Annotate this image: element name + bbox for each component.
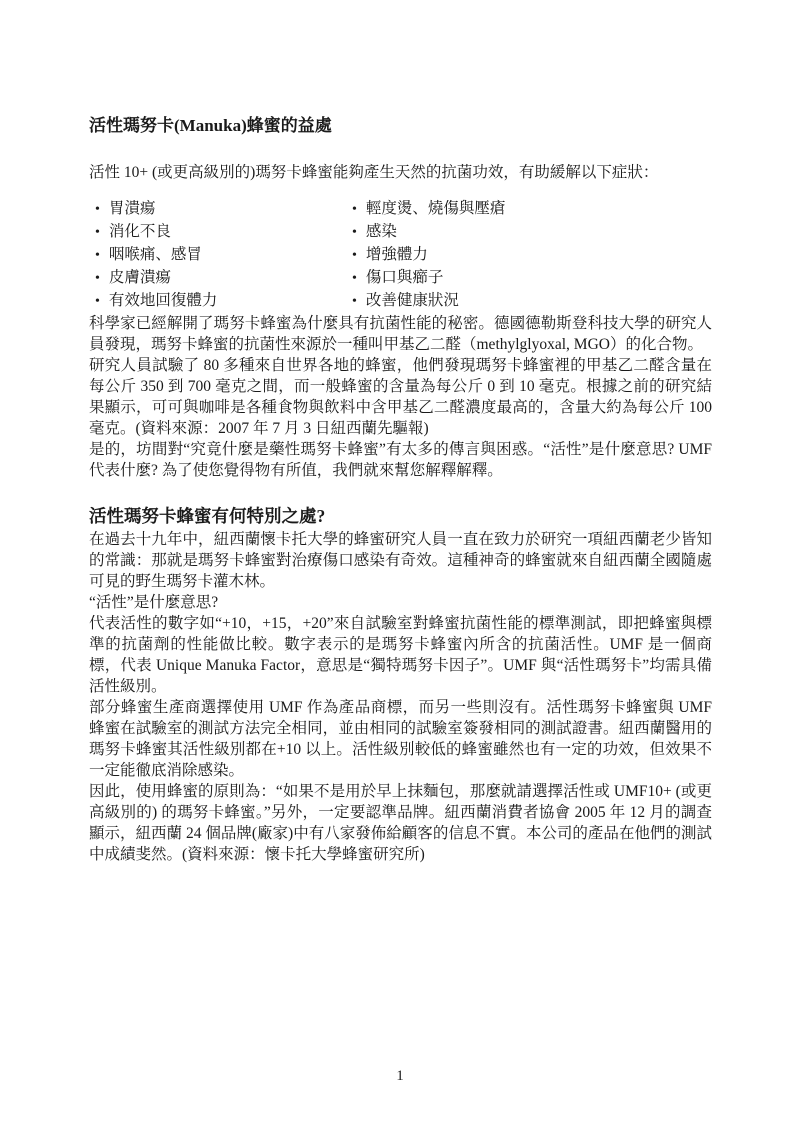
list-item (352, 198, 712, 221)
bullet-icon: • (95, 248, 100, 263)
bullet-icon: • (352, 294, 357, 309)
list-item (95, 198, 346, 221)
benefits-column-left (89, 198, 346, 313)
section-heading: 活性瑪努卡蜂蜜有何特別之處? (89, 506, 326, 526)
list-item (352, 290, 712, 313)
bullet-icon: • (352, 202, 357, 217)
paragraph-science: 科學家已經解開了瑪努卡蜂蜜為什麼具有抗菌性能的秘密。德國德勒斯登科技大學的研究人員發現，瑪努卡蜂蜜的抗菌性來源於一種叫甲基乙二醛（methylglyoxal, MGO）的化合物。 (89, 315, 712, 353)
bullet-icon: • (352, 225, 357, 240)
paragraph-activity: 代表活性的數字如“+10，+15，+20”來自試驗室對蜂蜜抗菌性能的標準測試，即把蜂蜜與標準的抗菌劑的性能做比較。數字表示的是瑪努卡蜂蜜內所含的抗菌活性。UMF 是一個商標，代表 Unique Manuka Factor，意思是“獨特瑪努卡因子”。UMF 與“活性瑪努卡”均需具備活性級別。 (89, 615, 712, 695)
list-item (352, 221, 712, 244)
benefit-label: 皮膚潰瘍 (108, 269, 171, 286)
benefits-list (89, 198, 712, 313)
list-item (95, 221, 346, 244)
benefit-label: 感染 (365, 223, 397, 240)
benefit-label: 有效地回復體力 (108, 292, 218, 309)
list-item (352, 267, 712, 290)
bullet-icon: • (95, 294, 100, 309)
benefit-label: 改善健康狀況 (365, 292, 459, 309)
paragraph-umf: 部分蜂蜜生產商選擇使用 UMF 作為產品商標，而另一些則沒有。活性瑪努卡蜂蜜與 UMF 蜂蜜在試驗室的測試方法完全相同，並由相同的試驗室簽發相同的測試證書。紐西蘭醫用的瑪努卡蜂蜜其活性級別都在+10 以上。活性級別較低的蜂蜜雖然也有一定的功效，但效果不一定能徹底消除感染。 (89, 699, 712, 779)
bullet-icon: • (352, 248, 357, 263)
benefit-label: 咽喉痛、感冒 (108, 246, 202, 263)
bullet-icon: • (95, 202, 100, 217)
bullet-icon: • (352, 271, 357, 286)
benefit-label: 增強體力 (365, 246, 428, 263)
list-item (352, 244, 712, 267)
benefit-label: 傷口與癤子 (365, 269, 444, 286)
list-item (95, 267, 346, 290)
list-item (95, 244, 346, 267)
paragraph-advice: 因此，使用蜂蜜的原則為：“如果不是用於早上抹麵包，那麼就請選擇活性或 UMF10+ (或更高級別的) 的瑪努卡蜂蜜。”另外，一定要認準品牌。紐西蘭消費者協會 2005 年 12 月的調查顯示，紐西蘭 24 個品牌(廠家)中有八家發佈給顧客的信息不實。本公司的產品在他們的測試中成績斐然。(資料來源：懷卡托大學蜂蜜研究所) (89, 783, 712, 863)
list-item (95, 290, 346, 313)
page-title: 活性瑪努卡(Manuka)蜂蜜的益處 (89, 116, 332, 135)
intro-paragraph: 活性 10+ (或更高級別的)瑪努卡蜂蜜能夠產生天然的抗菌功效，有助緩解以下症狀： (89, 164, 659, 181)
paragraph-history: 在過去十九年中，紐西蘭懷卡托大學的蜂蜜研究人員一直在致力於研究一項紐西蘭老少皆知的常識：那就是瑪努卡蜂蜜對治療傷口感染有奇效。這種神奇的蜂蜜就來自紐西蘭全國隨處可見的野生瑪努卡灌木林。 (89, 531, 712, 590)
benefit-label: 輕度燙、燒傷與壓瘡 (365, 200, 506, 217)
bullet-icon: • (95, 271, 100, 286)
bullet-icon: • (95, 225, 100, 240)
benefits-column-right (346, 198, 712, 313)
paragraph-rumors: 是的，坊間對“究竟什麼是藥性瑪努卡蜂蜜”有太多的傳言與困惑。“活性”是什麼意思? UMF 代表什麼? 為了使您覺得物有所值，我們就來幫您解釋解釋。 (89, 441, 712, 479)
benefit-label: 胃潰瘍 (108, 200, 156, 217)
benefit-label: 消化不良 (108, 223, 171, 240)
page-number: 1 (396, 1068, 404, 1084)
paragraph-research: 研究人員試驗了 80 多種來自世界各地的蜂蜜，他們發現瑪努卡蜂蜜裡的甲基乙二醛含量在每公斤 350 到 700 毫克之間，而一般蜂蜜的含量為每公斤 0 到 10 毫克。根據之前的研究結果顯示，可可與咖啡是各種食物與飲料中含甲基乙二醛濃度最高的，含量大約為每公斤 100 毫克。(資料來源：2007 年 7 月 3 日紐西蘭先驅報) (89, 357, 712, 437)
activity-question-line: “活性”是什麼意思? (89, 594, 219, 611)
